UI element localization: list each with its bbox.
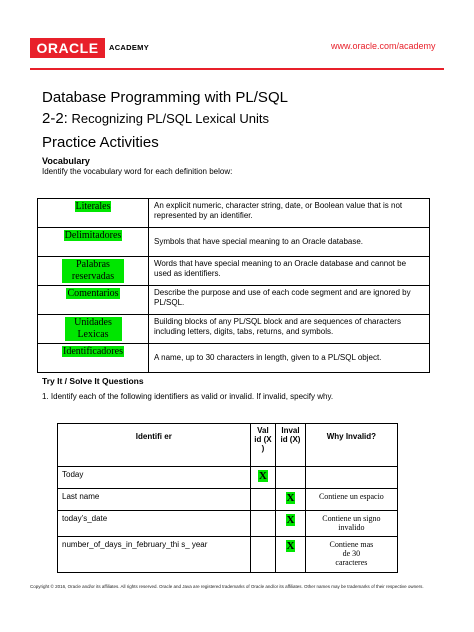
vocab-term: Literales [75, 201, 111, 212]
why-invalid-cell [305, 467, 397, 489]
table-row [58, 537, 398, 573]
vocab-term-cell [38, 199, 149, 228]
lesson-title [42, 110, 269, 128]
oracle-academy-link[interactable]: www.oracle.com/academy [331, 41, 436, 51]
vocab-term-cell [38, 286, 149, 315]
section-title: Practice Activities [42, 134, 159, 151]
vocab-term-cell [38, 257, 149, 286]
vocab-term: Identificadores [63, 346, 123, 357]
oracle-logo: ORACLE [30, 38, 105, 58]
vocab-row [38, 286, 430, 315]
header-why-invalid: Why Invalid? [305, 424, 397, 467]
invalid-mark: X [286, 514, 295, 526]
identifier-cell: number_of_days_in_february_thi s_ year [58, 537, 251, 573]
academy-label: ACADEMY [109, 43, 150, 52]
vocab-term: Unidades Lexicas [65, 317, 122, 341]
header-divider [30, 68, 444, 70]
invalid-cell [276, 537, 306, 573]
identifier-cell: today’s_date [58, 511, 251, 537]
identifier-table [57, 423, 398, 573]
identifier-cell: Last name [58, 489, 251, 511]
vocabulary-table [37, 198, 430, 373]
vocab-term: Delimitadores [64, 230, 122, 241]
copyright-footer: Copyright © 2016, Oracle and/or its affiliates. All rights reserved. Oracle and Java are registered trademarks of Oracle and/or its affiliates. Other names may be trademarks of their respective owners. [30, 584, 424, 589]
vocab-definition: Words that have special meaning to an Oracle database and cannot be used as identifiers. [149, 257, 430, 286]
vocab-term-cell [38, 228, 149, 257]
invalid-mark: X [286, 540, 295, 552]
vocab-definition: Describe the purpose and use of each code segment and are ignored by PL/SQL. [149, 286, 430, 315]
table-row [58, 489, 398, 511]
invalid-cell [276, 511, 306, 537]
lesson-number: 2-2: [42, 110, 68, 127]
valid-cell [250, 511, 276, 537]
vocab-row [38, 257, 430, 286]
vocab-definition: Building blocks of any PL/SQL block and are sequences of characters including letters, digits, tabs, returns, and symbols. [149, 315, 430, 344]
vocab-row [38, 344, 430, 373]
identifier-cell: Today [58, 467, 251, 489]
vocab-row [38, 228, 430, 257]
header-invalid: Inval id (X) [276, 424, 306, 467]
why-invalid-cell: Contiene un signo invalido [305, 511, 397, 537]
valid-cell [250, 537, 276, 573]
try-it-heading: Try It / Solve It Questions [42, 376, 144, 386]
vocab-definition: A name, up to 30 characters in length, given to a PL/SQL object. [149, 344, 430, 373]
invalid-mark: X [286, 492, 295, 504]
vocabulary-heading: Vocabulary [42, 156, 90, 166]
identifier-table-header [58, 424, 398, 467]
vocabulary-instruction: Identify the vocabulary word for each definition below: [42, 167, 233, 176]
vocab-definition: An explicit numeric, character string, date, or Boolean value that is not represented by an identifier. [149, 199, 430, 228]
lesson-name: Recognizing PL/SQL Lexical Units [67, 111, 269, 126]
vocab-row [38, 199, 430, 228]
course-title: Database Programming with PL/SQL [42, 89, 288, 106]
question-1: 1. Identify each of the following identifiers as valid or invalid. If invalid, specify why. [42, 392, 334, 401]
vocab-term-cell [38, 315, 149, 344]
valid-cell [250, 489, 276, 511]
table-row [58, 467, 398, 489]
valid-mark: X [258, 470, 267, 482]
invalid-cell [276, 489, 306, 511]
vocab-row [38, 315, 430, 344]
why-invalid-cell: Contiene mas de 30 caracteres [305, 537, 397, 573]
table-row [58, 511, 398, 537]
header-identifier: Identifi er [58, 424, 251, 467]
header-valid: Val id (X ) [250, 424, 276, 467]
vocab-definition: Symbols that have special meaning to an Oracle database. [149, 228, 430, 257]
vocab-term: Comentarios [67, 288, 119, 299]
invalid-cell [276, 467, 306, 489]
vocab-term: Palabras reservadas [62, 259, 124, 283]
vocab-term-cell [38, 344, 149, 373]
why-invalid-cell: Contiene un espacio [305, 489, 397, 511]
valid-cell [250, 467, 276, 489]
